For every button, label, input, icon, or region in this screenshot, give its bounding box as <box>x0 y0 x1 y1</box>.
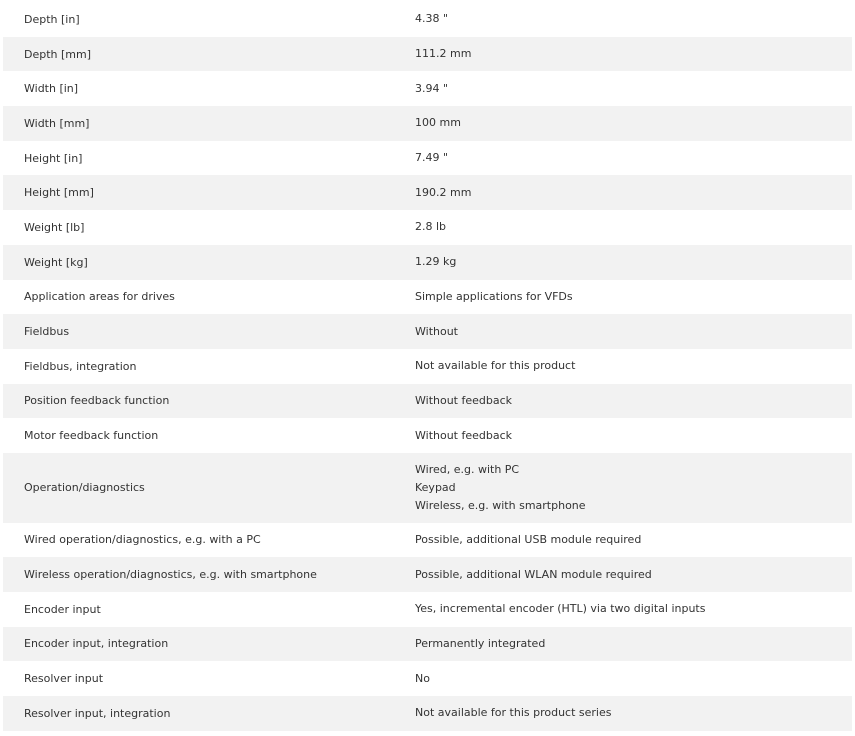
spec-value-line: Possible, additional USB module required <box>415 532 642 546</box>
spec-value-line: Possible, additional WLAN module required <box>415 567 652 581</box>
spec-value <box>415 10 448 28</box>
spec-value-line: 7.49 " <box>415 151 449 165</box>
spec-label: Encoder input, integration <box>24 637 169 651</box>
spec-label: Operation/diagnostics <box>24 481 145 495</box>
spec-value <box>415 184 471 202</box>
spec-value <box>415 531 641 549</box>
spec-value-line: 190.2 mm <box>415 185 472 199</box>
spec-value <box>415 357 575 375</box>
spec-value <box>415 253 456 271</box>
table-row <box>3 106 852 141</box>
spec-value-line: 3.94 " <box>415 81 449 95</box>
spec-label: Width [in] <box>24 82 79 96</box>
spec-label: Height [in] <box>24 151 83 165</box>
table-row <box>3 523 852 558</box>
table-row <box>3 349 852 384</box>
table-row <box>3 141 852 176</box>
spec-value <box>415 635 545 653</box>
spec-value-line: 2.8 lb <box>415 220 447 234</box>
spec-value-line: 1.29 kg <box>415 255 457 269</box>
spec-label: Wired operation/diagnostics, e.g. with a PC <box>24 533 261 547</box>
table-row <box>3 37 852 72</box>
table-row <box>3 557 852 592</box>
spec-value-line: Wireless, e.g. with smartphone <box>415 498 586 512</box>
spec-value <box>415 288 573 306</box>
table-row <box>3 280 852 315</box>
table-row <box>3 696 852 731</box>
spec-label: Depth [in] <box>24 12 80 26</box>
table-row <box>3 71 852 106</box>
spec-value-line: Without <box>415 324 458 338</box>
spec-value-line: Yes, incremental encoder (HTL) via two digital inputs <box>415 602 706 616</box>
spec-value <box>415 392 512 410</box>
spec-label: Weight [lb] <box>24 220 85 234</box>
spec-label: Height [mm] <box>24 186 94 200</box>
spec-label: Fieldbus, integration <box>24 359 137 373</box>
table-row <box>3 210 852 245</box>
spec-value-line: Wired, e.g. with PC <box>415 462 520 476</box>
spec-label: Resolver input <box>24 672 104 686</box>
spec-value-line: 4.38 " <box>415 12 449 26</box>
spec-label: Motor feedback function <box>24 429 159 443</box>
table-row <box>3 661 852 696</box>
spec-value-line: Permanently integrated <box>415 636 546 650</box>
spec-value <box>415 461 586 515</box>
spec-value-line: 111.2 mm <box>415 47 472 61</box>
table-row <box>3 418 852 453</box>
spec-table <box>3 2 852 731</box>
spec-value <box>415 45 471 63</box>
spec-value <box>415 670 430 688</box>
spec-value-line: Not available for this product series <box>415 706 612 720</box>
spec-value-line: Without feedback <box>415 393 513 407</box>
table-row <box>3 627 852 662</box>
spec-value <box>415 323 458 341</box>
spec-value <box>415 427 512 445</box>
table-row <box>3 2 852 37</box>
spec-value-line: Simple applications for VFDs <box>415 289 573 303</box>
spec-label: Encoder input <box>24 602 101 616</box>
spec-value-line: No <box>415 671 430 685</box>
spec-value-line: Keypad <box>415 480 456 494</box>
spec-value <box>415 149 448 167</box>
table-row <box>3 453 852 523</box>
spec-label: Weight [kg] <box>24 255 88 269</box>
spec-value-line: 100 mm <box>415 116 461 130</box>
spec-value <box>415 218 446 236</box>
spec-label: Fieldbus <box>24 325 70 339</box>
spec-value <box>415 80 448 98</box>
spec-label: Application areas for drives <box>24 290 175 304</box>
spec-label: Width [mm] <box>24 116 90 130</box>
spec-value-line: Without feedback <box>415 428 513 442</box>
spec-value-line: Not available for this product <box>415 359 576 373</box>
spec-value <box>415 114 461 132</box>
table-row <box>3 592 852 627</box>
spec-label: Position feedback function <box>24 394 170 408</box>
spec-label: Wireless operation/diagnostics, e.g. with smartphone <box>24 568 317 582</box>
table-row <box>3 384 852 419</box>
spec-value <box>415 600 705 618</box>
spec-value <box>415 704 612 722</box>
spec-label: Resolver input, integration <box>24 706 171 720</box>
spec-label: Depth [mm] <box>24 47 92 61</box>
table-row <box>3 314 852 349</box>
spec-value <box>415 566 652 584</box>
table-row <box>3 175 852 210</box>
table-row <box>3 245 852 280</box>
